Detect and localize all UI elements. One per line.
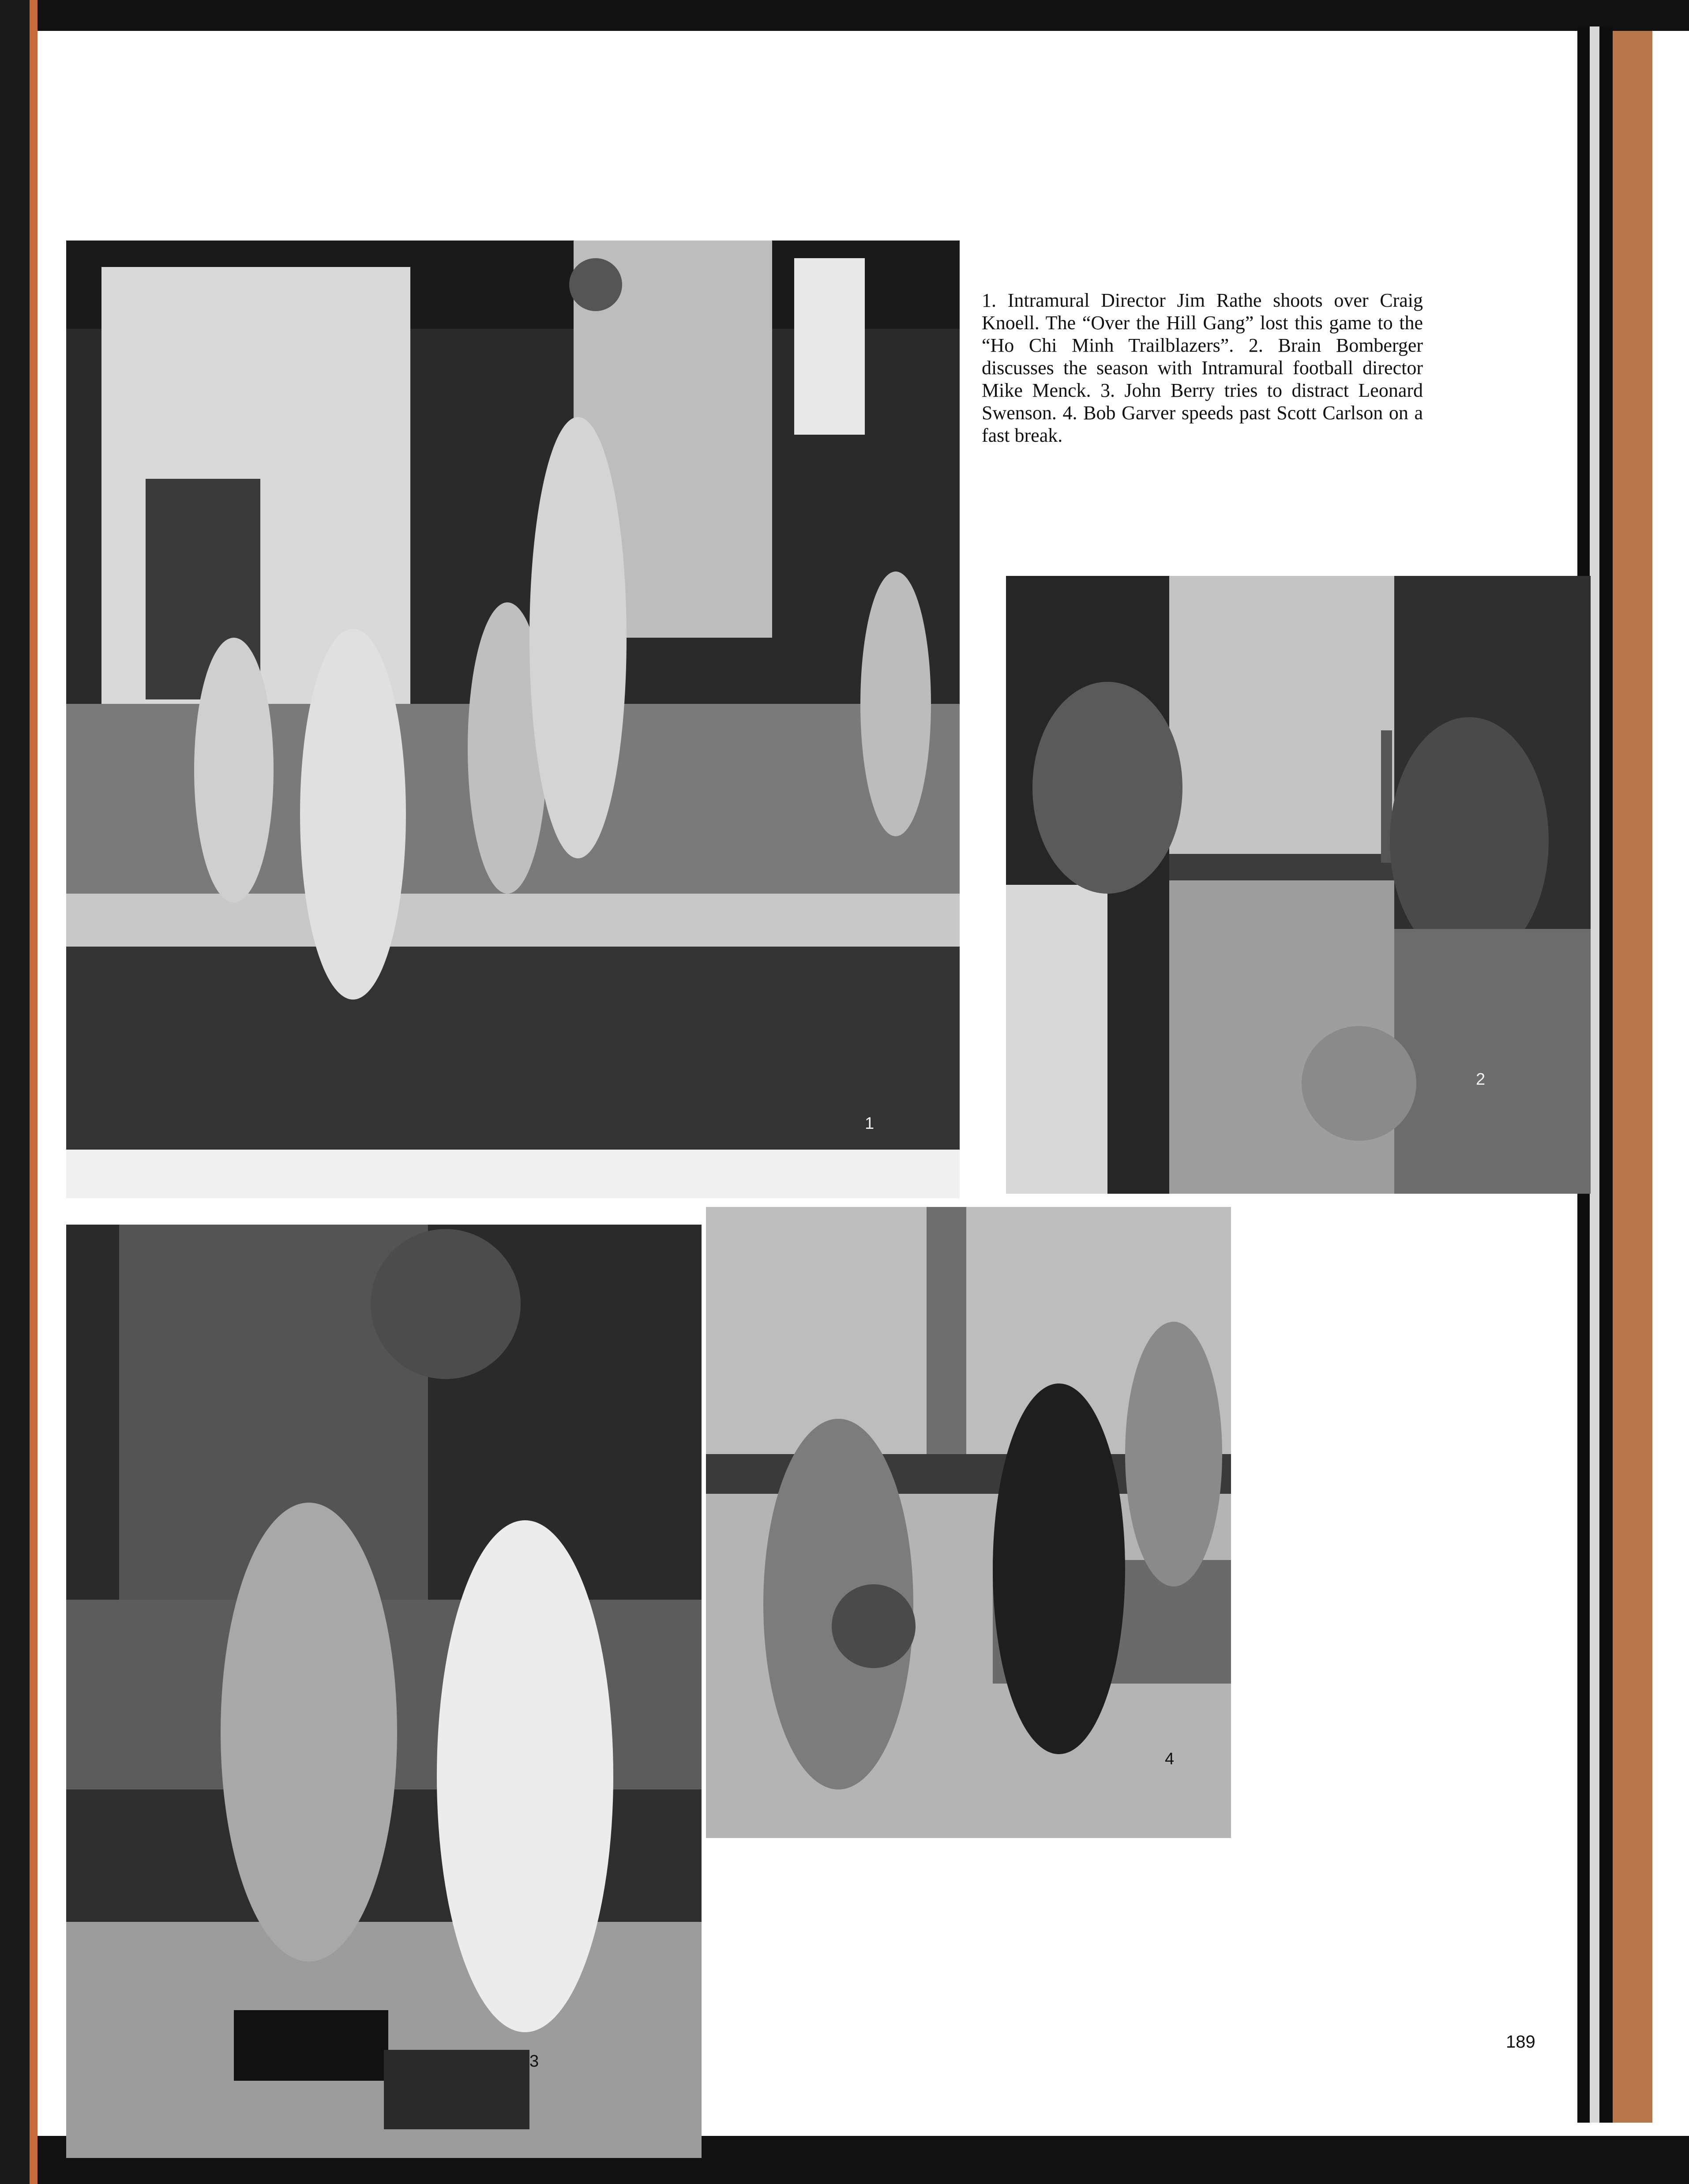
scan-border-left — [0, 0, 38, 2184]
photo-1-image — [66, 241, 960, 1198]
photo-number-4: 4 — [1165, 1750, 1175, 1768]
photo-number-2: 2 — [1476, 1070, 1486, 1089]
book-cover-edge — [1613, 31, 1652, 2123]
photo-number-3: 3 — [529, 2052, 539, 2071]
page-number: 189 — [1506, 2032, 1535, 2052]
spine-edge — [30, 0, 38, 2184]
yearbook-page — [38, 31, 1577, 2136]
photo-4-image — [706, 1207, 1231, 1838]
photo-number-1: 1 — [865, 1114, 875, 1133]
photo-fast-break — [706, 1207, 1231, 1838]
photo-caption: 1. Intramural Director Jim Rathe shoots over Craig Knoell. The “Over the Hill Gang” lost this game to the “Ho Chi Minh Trailblazers”. 2. Brain Bomberger discusses the season with Intramural football director Mike Menck. 3. John Berry tries to distract Leonard Swenson. 4. Bob Garver speeds past Scott Carlson on a fast break. — [982, 289, 1423, 446]
photo-blocked-shot — [66, 1225, 702, 2158]
photo-3-image — [66, 1225, 702, 2158]
scan-border-top — [0, 0, 1689, 31]
binding-strip — [1590, 26, 1599, 2123]
photo-basketball-game — [66, 241, 960, 1198]
photo-2-image — [1006, 576, 1591, 1194]
photo-conversation — [1006, 576, 1591, 1194]
